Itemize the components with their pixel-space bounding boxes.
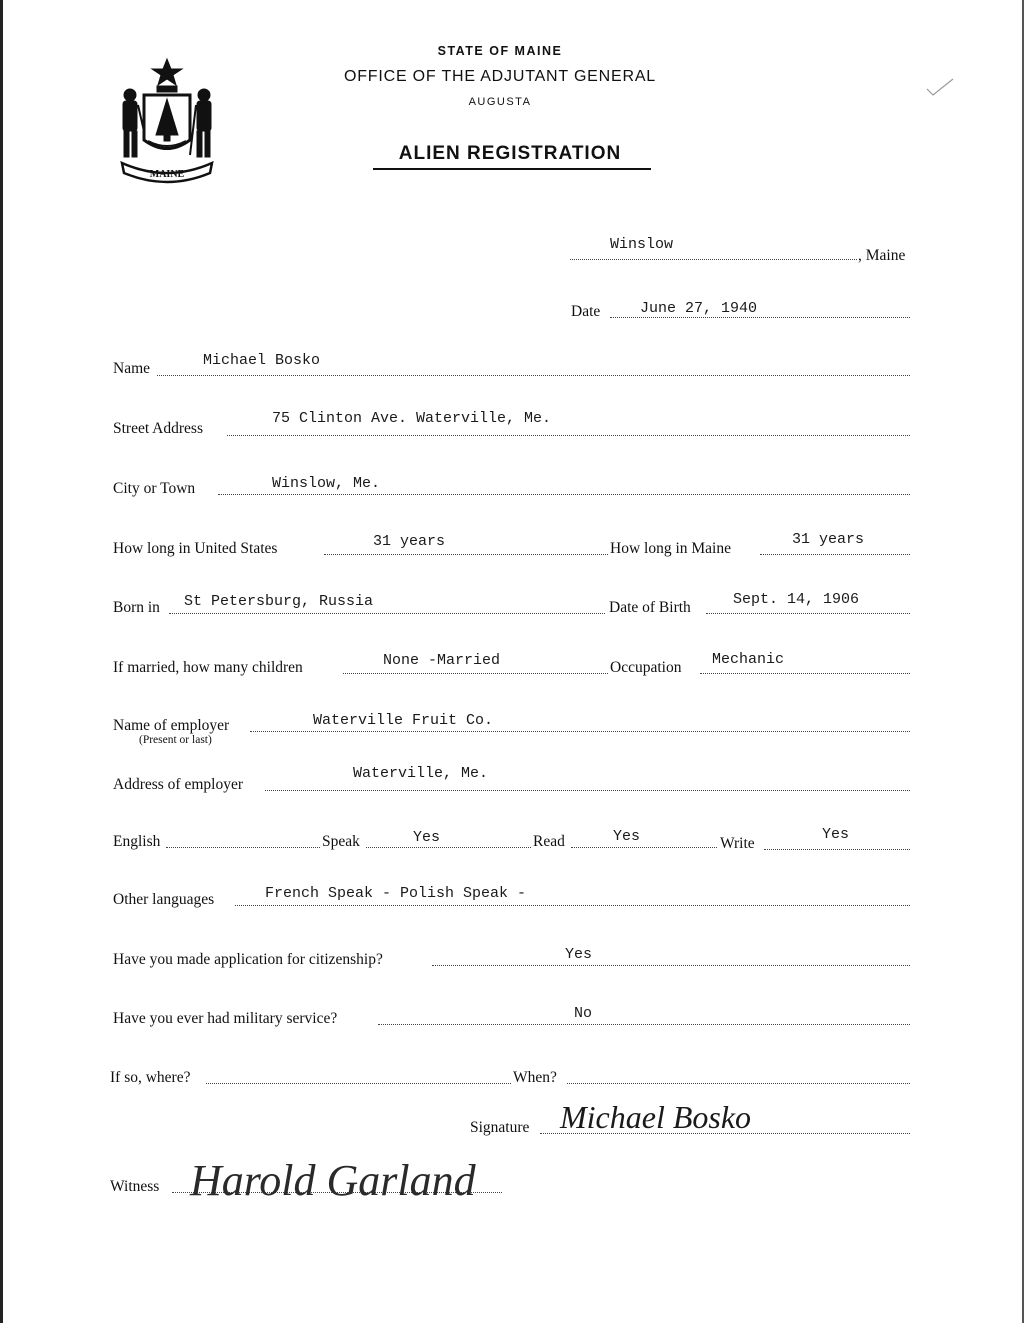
dob-value[interactable]: Sept. 14, 1906 [733, 591, 860, 608]
maine-years-label: How long in Maine [610, 540, 731, 557]
write-label: Write [720, 835, 755, 852]
place-suffix: , Maine [858, 247, 906, 264]
speak-label: Speak [322, 833, 360, 850]
witness-label: Witness [110, 1178, 160, 1195]
name-label: Name [113, 360, 151, 377]
speak-value[interactable]: Yes [413, 829, 441, 846]
speak-line [366, 847, 531, 848]
date-value[interactable]: June 27, 1940 [640, 300, 758, 317]
dob-line [706, 613, 910, 614]
employer-line [250, 731, 910, 732]
children-value[interactable]: None -Married [383, 652, 501, 669]
form-title: ALIEN REGISTRATION [398, 143, 622, 164]
children-label: If married, how many children [113, 659, 303, 676]
employer-address-value[interactable]: Waterville, Me. [353, 765, 489, 782]
born-in-label: Born in [113, 599, 160, 616]
english-label: English [113, 833, 161, 850]
place-value[interactable]: Winslow [610, 236, 674, 253]
born-in-line [169, 613, 605, 614]
check-mark-icon [925, 75, 955, 97]
military-line [378, 1024, 910, 1025]
signature-label: Signature [470, 1119, 530, 1136]
military-value[interactable]: No [574, 1005, 593, 1022]
english-line [166, 847, 320, 848]
where-label: If so, where? [110, 1069, 191, 1086]
write-line [764, 849, 910, 850]
svg-text:Harold Garland: Harold Garland [190, 1156, 476, 1205]
city-line [218, 494, 910, 495]
write-value[interactable]: Yes [822, 826, 850, 843]
us-years-label: How long in United States [113, 540, 278, 557]
name-value[interactable]: Michael Bosko [203, 352, 321, 369]
when-label: When? [513, 1069, 557, 1086]
place-line [570, 259, 857, 260]
read-label: Read [533, 833, 565, 850]
page-edge-left [0, 0, 3, 1323]
occupation-value[interactable]: Mechanic [712, 651, 785, 668]
state-heading: STATE OF MAINE [437, 44, 563, 58]
street-value[interactable]: 75 Clinton Ave. Waterville, Me. [272, 410, 552, 427]
citizenship-value[interactable]: Yes [565, 946, 593, 963]
other-languages-line [235, 905, 910, 906]
born-in-value[interactable]: St Petersburg, Russia [184, 593, 374, 610]
city-value[interactable]: Winslow, Me. [272, 475, 381, 492]
employer-address-line [265, 790, 910, 791]
maine-years-line [760, 554, 910, 555]
maine-seal-icon [112, 55, 222, 185]
citizenship-label: Have you made application for citizenship? [113, 951, 383, 968]
street-label: Street Address [113, 420, 203, 437]
employer-note: (Present or last) [139, 734, 212, 746]
citizenship-line [432, 965, 910, 966]
date-line [610, 317, 910, 318]
occupation-line [700, 673, 910, 674]
svg-text:Michael Bosko: Michael Bosko [560, 1099, 752, 1135]
occupation-label: Occupation [610, 659, 682, 676]
city-heading: AUGUSTA [468, 96, 532, 108]
where-line [206, 1083, 511, 1084]
employer-value[interactable]: Waterville Fruit Co. [313, 712, 494, 729]
employer-label: Name of employer [113, 717, 230, 734]
signature-handwriting[interactable] [555, 1090, 815, 1140]
name-line [157, 375, 910, 376]
svg-text:MAINE: MAINE [149, 169, 185, 180]
date-label: Date [571, 303, 601, 320]
military-label: Have you ever had military service? [113, 1010, 338, 1027]
employer-address-label: Address of employer [113, 776, 243, 793]
other-languages-value[interactable]: French Speak - Polish Speak - [265, 885, 527, 902]
when-line [567, 1083, 910, 1084]
read-line [571, 847, 717, 848]
read-value[interactable]: Yes [613, 828, 641, 845]
title-underline [373, 168, 651, 170]
us-years-value[interactable]: 31 years [373, 533, 446, 550]
street-line [227, 435, 910, 436]
children-line [343, 673, 608, 674]
office-heading: OFFICE OF THE ADJUTANT GENERAL [343, 68, 657, 85]
maine-years-value[interactable]: 31 years [792, 531, 865, 548]
us-years-line [324, 554, 608, 555]
other-languages-label: Other languages [113, 891, 215, 908]
dob-label: Date of Birth [609, 599, 691, 616]
city-label: City or Town [113, 480, 196, 497]
witness-handwriting[interactable] [180, 1130, 520, 1220]
